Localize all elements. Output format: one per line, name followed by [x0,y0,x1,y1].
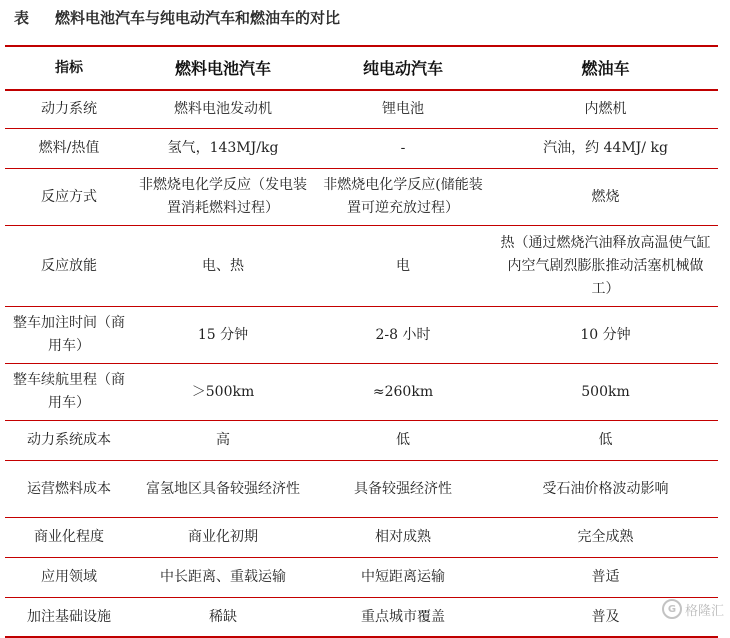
table-cell: 重点城市覆盖 [361,608,445,625]
table-cell: 低 [598,432,613,448]
table-row [5,364,718,421]
table-cell: 燃料电池发动机 [174,101,272,117]
table-cell: 氢气，143MJ/kg [167,140,279,156]
comparison-table [5,45,718,638]
table-cell: 电、热 [202,257,244,274]
table-cell: 高 [216,432,230,448]
row-label: 动力系统 [41,101,97,117]
watermark [662,599,724,619]
table-cell: 2-8 小时 [375,326,431,343]
table-cell: 汽油，约 44MJ/ kg [543,140,668,156]
table-cell: - [400,140,406,156]
table-cell: ≈260km [372,383,434,400]
header-cell-fuel-vehicle: 燃油车 [581,58,630,78]
table-row [5,518,718,558]
table-cell: 500km [581,383,630,400]
header-cell-battery-electric: 纯电动汽车 [362,58,443,78]
table-cell: 完全成熟 [577,529,634,545]
header-cell-fuel-cell: 燃料电池汽车 [174,58,271,78]
table-row [5,169,718,226]
table-cell: 内燃机 [584,101,627,117]
table-header-row [5,47,718,91]
table-cell: 具备较强经济性 [354,480,452,497]
table-cell: 燃烧 [591,188,620,205]
table-cell: 低 [396,432,410,448]
table-row [5,461,718,518]
row-label: 商业化程度 [34,529,104,545]
header-cell-indicator: 指标 [55,59,83,76]
table-row [5,307,718,364]
table-cell: ＞500km [191,383,255,400]
table-cell: 热（通过燃烧汽油释放高温使气缸内空气剧烈膨胀推动活塞机械做工） [500,234,711,297]
row-label: 动力系统成本 [27,432,111,448]
table-row [5,91,718,129]
row-label: 反应放能 [41,257,97,274]
table-row [5,129,718,169]
table-cell: 非燃烧电化学反应(储能装置可逆充放过程） [323,177,483,216]
table-cell: 非燃烧电化学反应（发电装置消耗燃料过程） [139,177,307,216]
table-cell: 锂电池 [382,101,424,117]
table-caption [14,6,340,28]
watermark-text: 格隆汇 [684,603,724,619]
row-label: 燃料/热值 [38,140,100,156]
caption-label: 表 [14,8,30,27]
table-row [5,421,718,461]
watermark-logo-icon: G [662,599,682,619]
table-cell: 中长距离、重载运输 [160,569,286,585]
table-cell: 15 分钟 [197,326,249,343]
table-cell: 普适 [591,569,620,585]
table-row [5,226,718,307]
table-cell: 相对成熟 [375,529,431,545]
row-label: 整车续航里程（商用车） [13,372,125,411]
table-row [5,598,718,636]
caption-title: 燃料电池汽车与纯电动汽车和燃油车的对比 [55,8,341,27]
table-cell: 商业化初期 [188,529,258,545]
table-row [5,558,718,598]
table-cell: 普及 [591,608,620,625]
row-label: 加注基础设施 [27,608,111,625]
row-label: 应用领域 [41,569,97,585]
table-cell: 稀缺 [209,608,237,625]
table-cell: 富氢地区具备较强经济性 [146,480,300,497]
row-label: 反应方式 [41,188,97,205]
row-label: 运营燃料成本 [27,480,111,497]
row-label: 整车加注时间（商用车） [13,315,125,354]
table-cell: 电 [396,257,410,274]
table-cell: 受石油价格波动影响 [542,480,669,497]
table-cell: 10 分钟 [580,326,631,343]
table-cell: 中短距离运输 [361,569,445,585]
